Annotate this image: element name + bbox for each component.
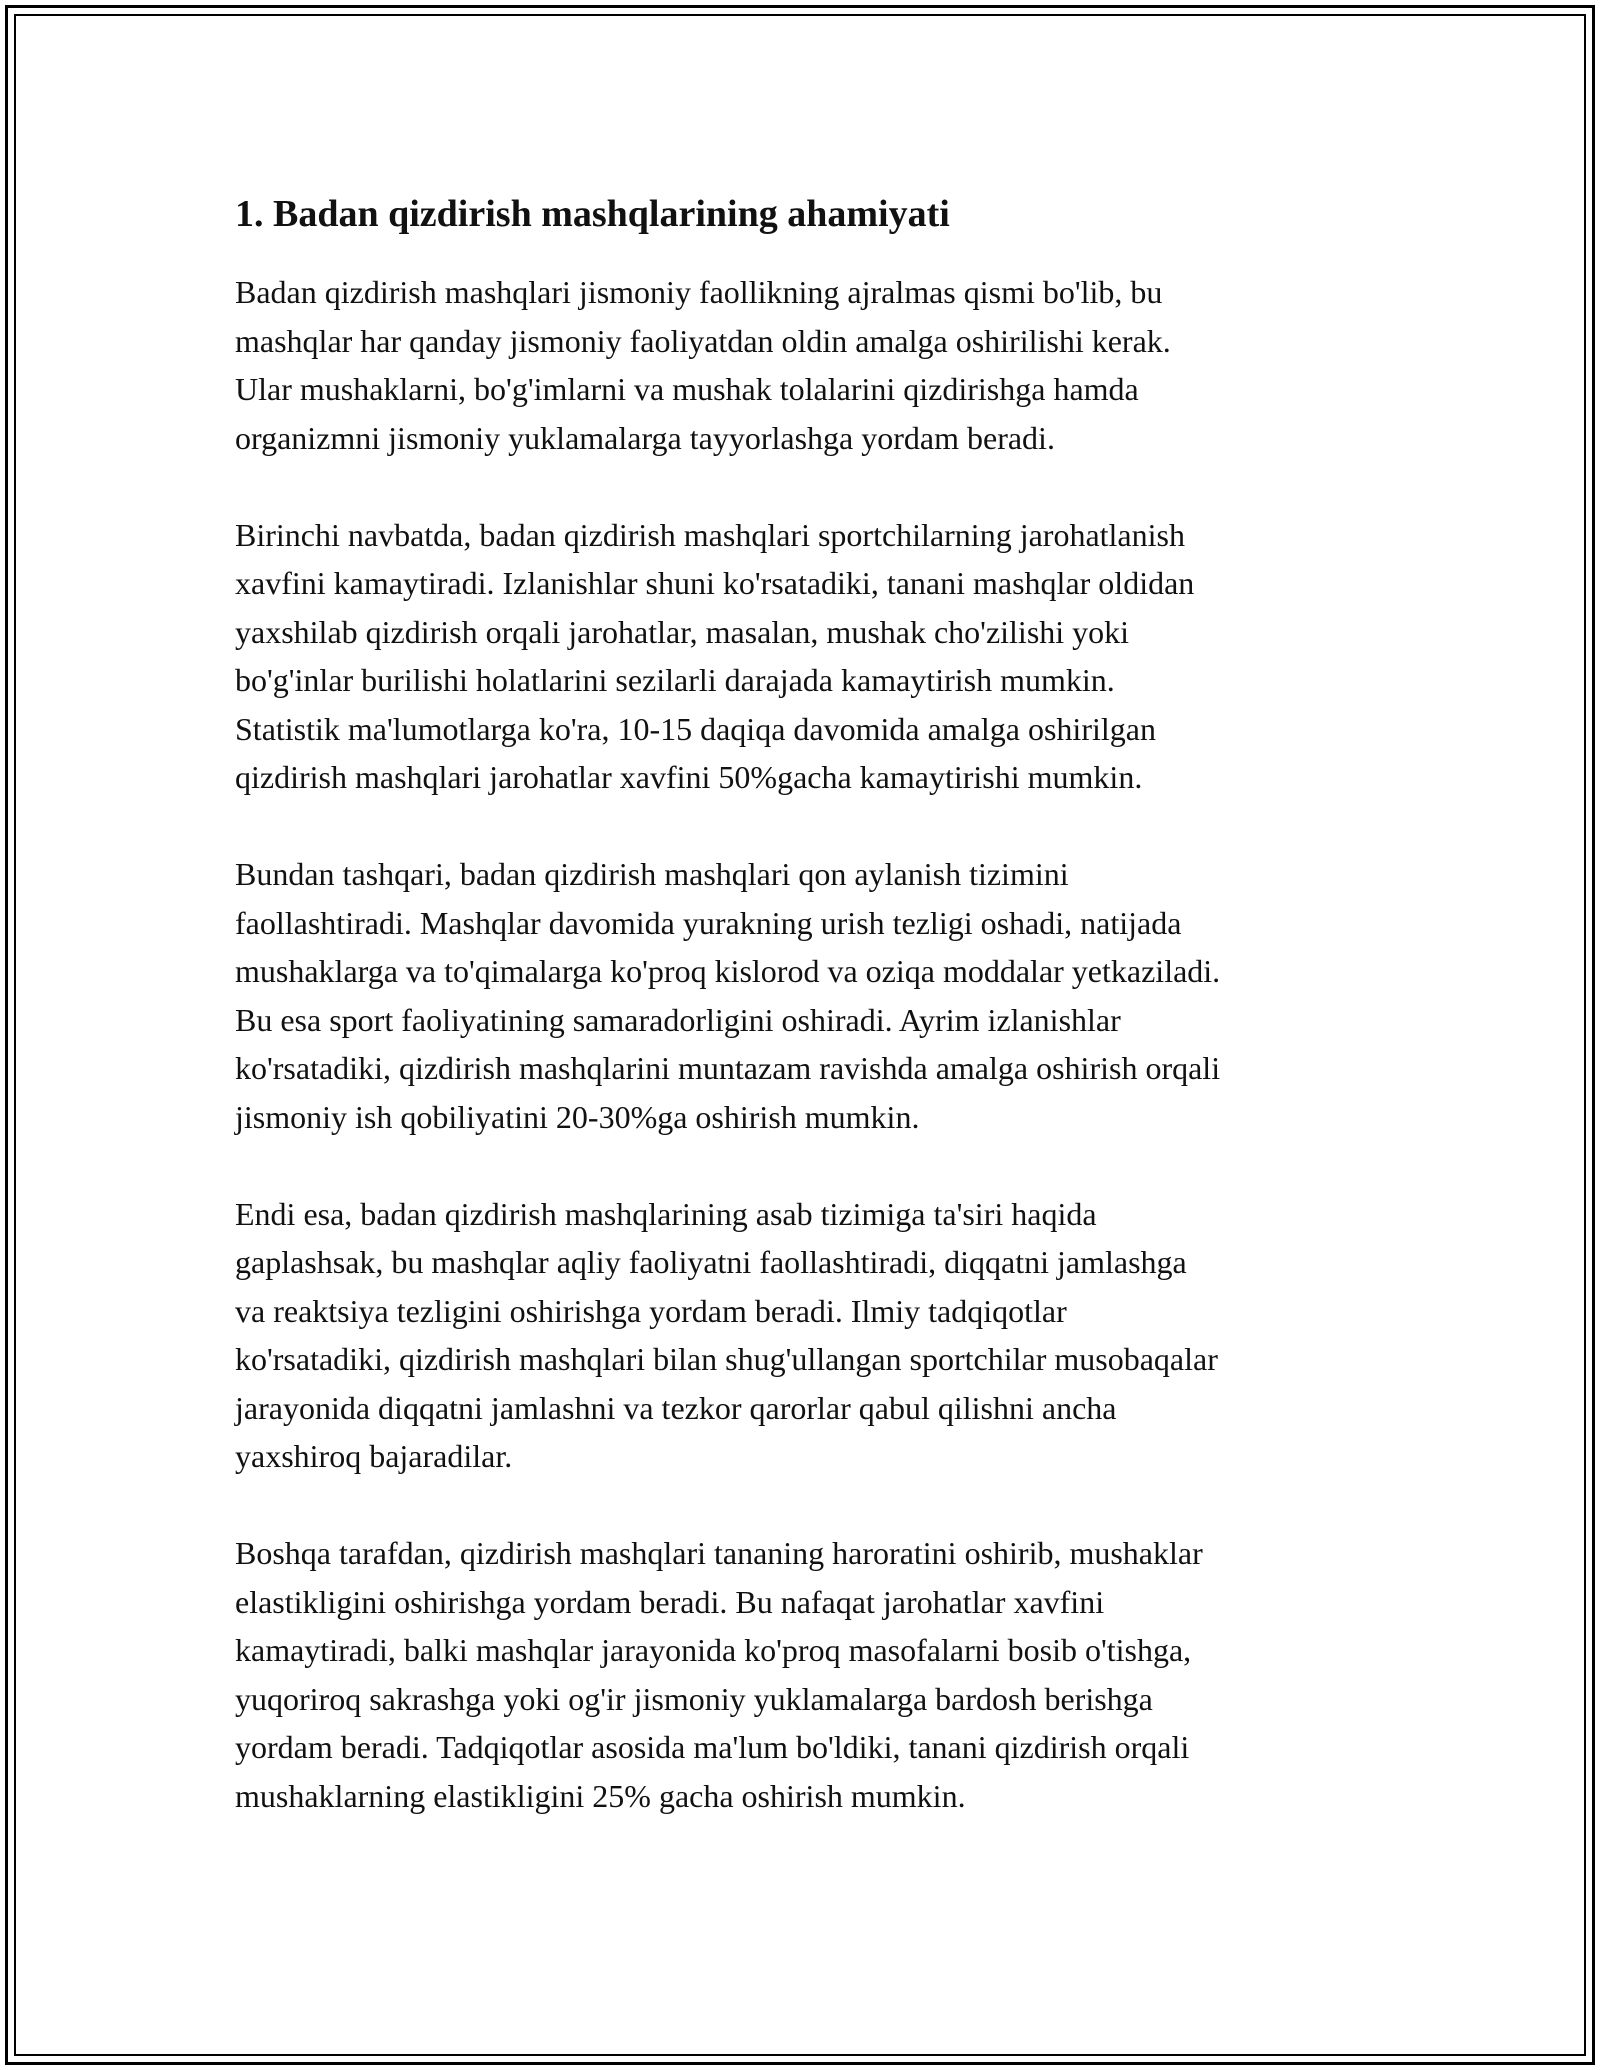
text-line: faollashtiradi. Mashqlar davomida yurakning urish tezligi oshadi, natijada	[235, 904, 1182, 941]
text-line: elastikligini oshirishga yordam beradi. Bu nafaqat jarohatlar xavfini	[235, 1583, 1105, 1620]
text-line: ko'rsatadiki, qizdirish mashqlarini muntazam ravishda amalga oshirish orqali	[235, 1050, 1221, 1086]
text-line: qizdirish mashqlari jarohatlar xavfini 50%gacha kamaytirishi mumkin.	[235, 759, 1143, 795]
text-line: Boshqa tarafdan, qizdirish mashqlari tananing haroratini oshirib, mushaklar	[235, 1535, 1203, 1571]
text-line: jarayonida diqqatni jamlashni va tezkor qarorlar qabul qilishni ancha	[235, 1389, 1117, 1426]
text-line: mashqlar har qanday jismoniy faoliyatdan oldin amalga oshirilishi kerak.	[235, 322, 1171, 359]
text-line: yordam beradi. Tadqiqotlar asosida ma'lum bo'ldiki, tanani qizdirish orqali	[235, 1729, 1190, 1765]
text-line: mushaklarning elastikligini 25% gacha oshirish mumkin.	[235, 1777, 966, 1814]
text-line: ko'rsatadiki, qizdirish mashqlari bilan shug'ullangan sportchilar musobaqalar	[235, 1341, 1218, 1377]
text-line: bo'g'inlar burilishi holatlarini sezilarli darajada kamaytirish mumkin.	[235, 662, 1115, 698]
text-line: Bundan tashqari, badan qizdirish mashqlari qon aylanish tizimini	[235, 856, 1069, 892]
text-line: Birinchi navbatda, badan qizdirish mashqlari sportchilarning jarohatlanish	[235, 516, 1185, 553]
paragraph-3	[235, 850, 1375, 1141]
text-line: organizmni jismoniy yuklamalarga tayyorlashga yordam beradi.	[235, 419, 1055, 456]
text-line: mushaklarga va to'qimalarga ko'proq kislorod va oziqa moddalar yetkaziladi.	[235, 953, 1221, 989]
text-line: Ular mushaklarni, bo'g'imlarni va mushak tolalarini qizdirishga hamda	[235, 371, 1139, 407]
text-line: jismoniy ish qobiliyatini 20-30%ga oshirish mumkin.	[235, 1098, 920, 1135]
text-line: Statistik ma'lumotlarga ko'ra, 10-15 daqiqa davomida amalga oshirilgan	[235, 710, 1156, 747]
text-line: kamaytiradi, balki mashqlar jarayonida ko'proq masofalarni bosib o'tishga,	[235, 1632, 1192, 1668]
text-line: Bu esa sport faoliyatining samaradorligini oshiradi. Ayrim izlanishlar	[235, 1001, 1121, 1038]
paragraph-5	[235, 1529, 1375, 1820]
text-line: yuqoriroq sakrashga yoki og'ir jismoniy yuklamalarga bardosh berishga	[235, 1680, 1153, 1717]
text-line: gaplashsak, bu mashqlar aqliy faoliyatni faollashtiradi, diqqatni jamlashga	[235, 1244, 1187, 1280]
document-body	[235, 184, 1375, 1869]
paragraph-4	[235, 1190, 1375, 1481]
text-line: Badan qizdirish mashqlari jismoniy faollikning ajralmas qismi bo'lib, bu	[235, 274, 1163, 310]
text-line: yaxshilab qizdirish orqali jarohatlar, masalan, mushak cho'zilishi yoki	[235, 613, 1130, 650]
paragraph-2	[235, 511, 1375, 802]
section-heading: 1. Badan qizdirish mashqlarining ahamiyati	[235, 193, 950, 235]
text-line: va reaktsiya tezligini oshirishga yordam beradi. Ilmiy tadqiqotlar	[235, 1292, 1067, 1329]
text-line: xavfini kamaytiradi. Izlanishlar shuni ko'rsatadiki, tanani mashqlar oldidan	[235, 565, 1195, 601]
paragraph-1	[235, 268, 1375, 462]
text-line: yaxshiroq bajaradilar.	[235, 1438, 513, 1474]
text-line: Endi esa, badan qizdirish mashqlarining asab tizimiga ta'siri haqida	[235, 1195, 1097, 1232]
